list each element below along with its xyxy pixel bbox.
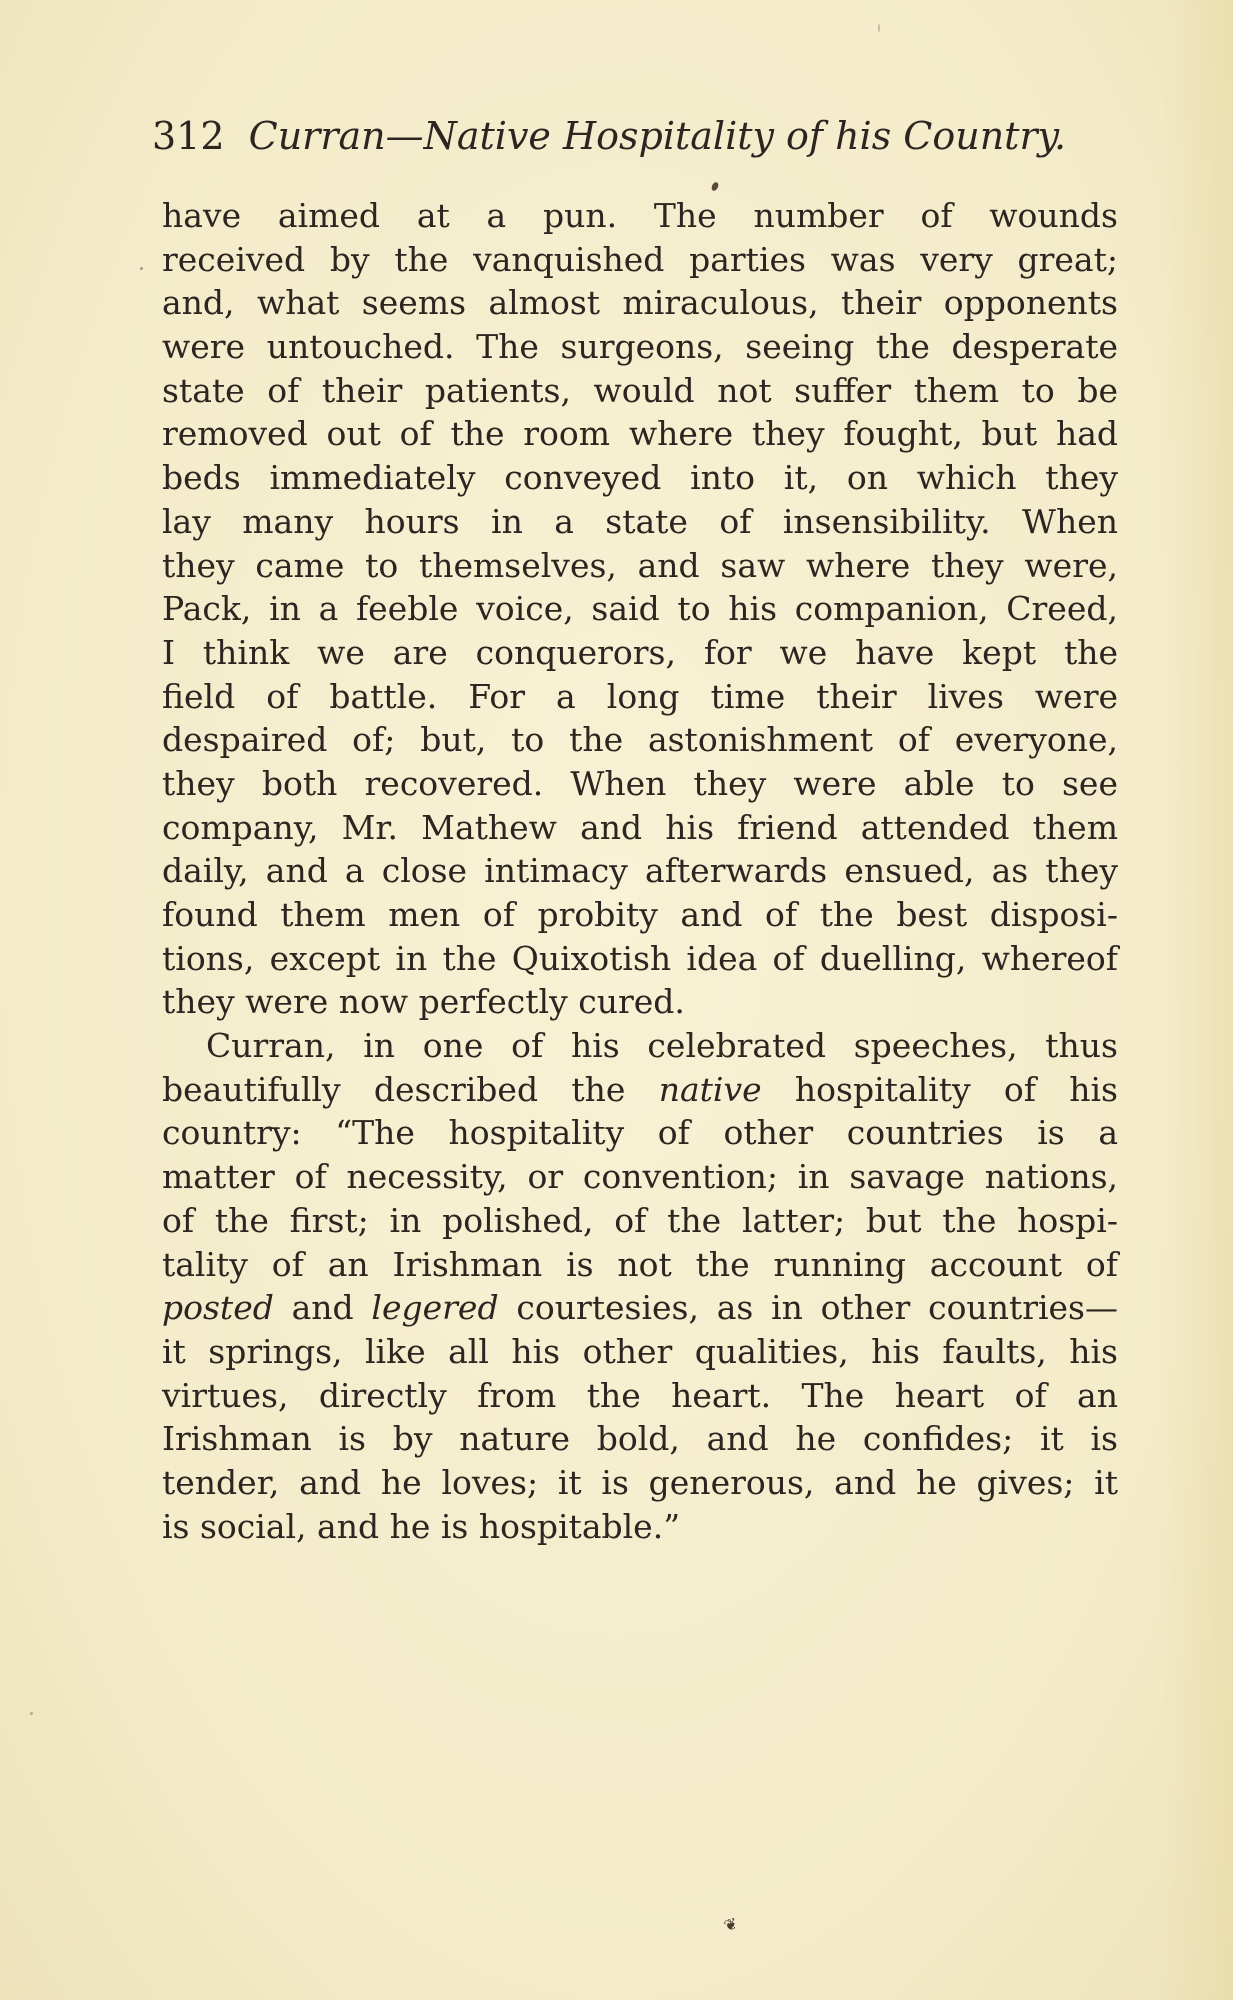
text-line: matter of necessity, or convention; in savage nations, <box>162 1157 1118 1197</box>
text-line-with-italic <box>162 1286 1118 1330</box>
running-title: Curran—Native Hospitality of his Country. <box>248 114 1067 158</box>
text-line: they both recovered. When they were able to see <box>162 763 1118 803</box>
text-run: courtesies, as in other countries— <box>498 1288 1118 1328</box>
text-line: have aimed at a pun. The number of wounds <box>162 196 1118 235</box>
page-number: 312 <box>152 114 225 158</box>
italic-word: legered <box>371 1288 499 1328</box>
text-line: beds immediately conveyed into it, on which they <box>162 458 1118 498</box>
page-gutter-shadow <box>1163 0 1233 2000</box>
text-line-with-italic <box>162 1068 1118 1112</box>
text-line: tality of an Irishman is not the running account of <box>162 1244 1118 1284</box>
running-header <box>152 108 1112 164</box>
text-run: hospitality of his <box>761 1069 1118 1109</box>
paragraph-end-line: is social, and he is hospitable.” <box>162 1506 681 1546</box>
text-line: state of their patients, would not suffer them to be <box>162 370 1118 410</box>
italic-word: posted <box>162 1288 274 1328</box>
text-line: removed out of the room where they fought, but had <box>162 414 1118 454</box>
text-line: I think we are conquerors, for we have kept the <box>162 632 1118 672</box>
text-run: and <box>273 1288 372 1328</box>
text-run: beautifully described the <box>162 1069 659 1109</box>
paragraph-end-line: they were now perfectly cured. <box>162 982 685 1022</box>
text-line: found them men of probity and of the best disposi- <box>162 895 1118 934</box>
text-line: and, what seems almost miraculous, their opponents <box>162 283 1118 323</box>
ink-speck <box>140 267 143 270</box>
text-line: they came to themselves, and saw where they were, <box>162 545 1118 585</box>
text-line: tender, and he loves; it is generous, and he gives; it <box>162 1462 1118 1502</box>
body-text <box>162 194 1118 1548</box>
text-line: country: “The hospitality of other countries is a <box>162 1113 1118 1153</box>
text-line: lay many hours in a state of insensibility. When <box>162 501 1118 541</box>
ink-speck <box>30 1712 33 1715</box>
printer-ornament-icon: ❦ <box>721 1913 741 1936</box>
text-line: tions, except in the Quixotish idea of duelling, whereof <box>162 938 1118 978</box>
text-line: despaired of; but, to the astonishment of everyone, <box>162 720 1118 760</box>
paragraph-start-line: Curran, in one of his celebrated speeches, thus <box>206 1026 1118 1066</box>
text-line: of the first; in polished, of the latter; but the hospi- <box>162 1200 1118 1240</box>
text-line: received by the vanquished parties was very great; <box>162 239 1118 279</box>
text-line: it springs, like all his other qualities, his faults, his <box>162 1331 1118 1371</box>
text-line: were untouched. The surgeons, seeing the desperate <box>162 327 1118 367</box>
text-line: virtues, directly from the heart. The heart of an <box>162 1375 1118 1415</box>
text-line: Irishman is by nature bold, and he confides; it is <box>162 1419 1118 1459</box>
text-line: daily, and a close intimacy afterwards ensued, as they <box>162 851 1118 891</box>
text-line: Pack, in a feeble voice, said to his companion, Creed, <box>162 589 1118 629</box>
text-line: company, Mr. Mathew and his friend attended them <box>162 807 1118 847</box>
ink-speck <box>710 181 719 192</box>
ink-speck <box>878 24 880 32</box>
text-line: field of battle. For a long time their lives were <box>162 676 1118 716</box>
italic-word: native <box>658 1069 762 1109</box>
